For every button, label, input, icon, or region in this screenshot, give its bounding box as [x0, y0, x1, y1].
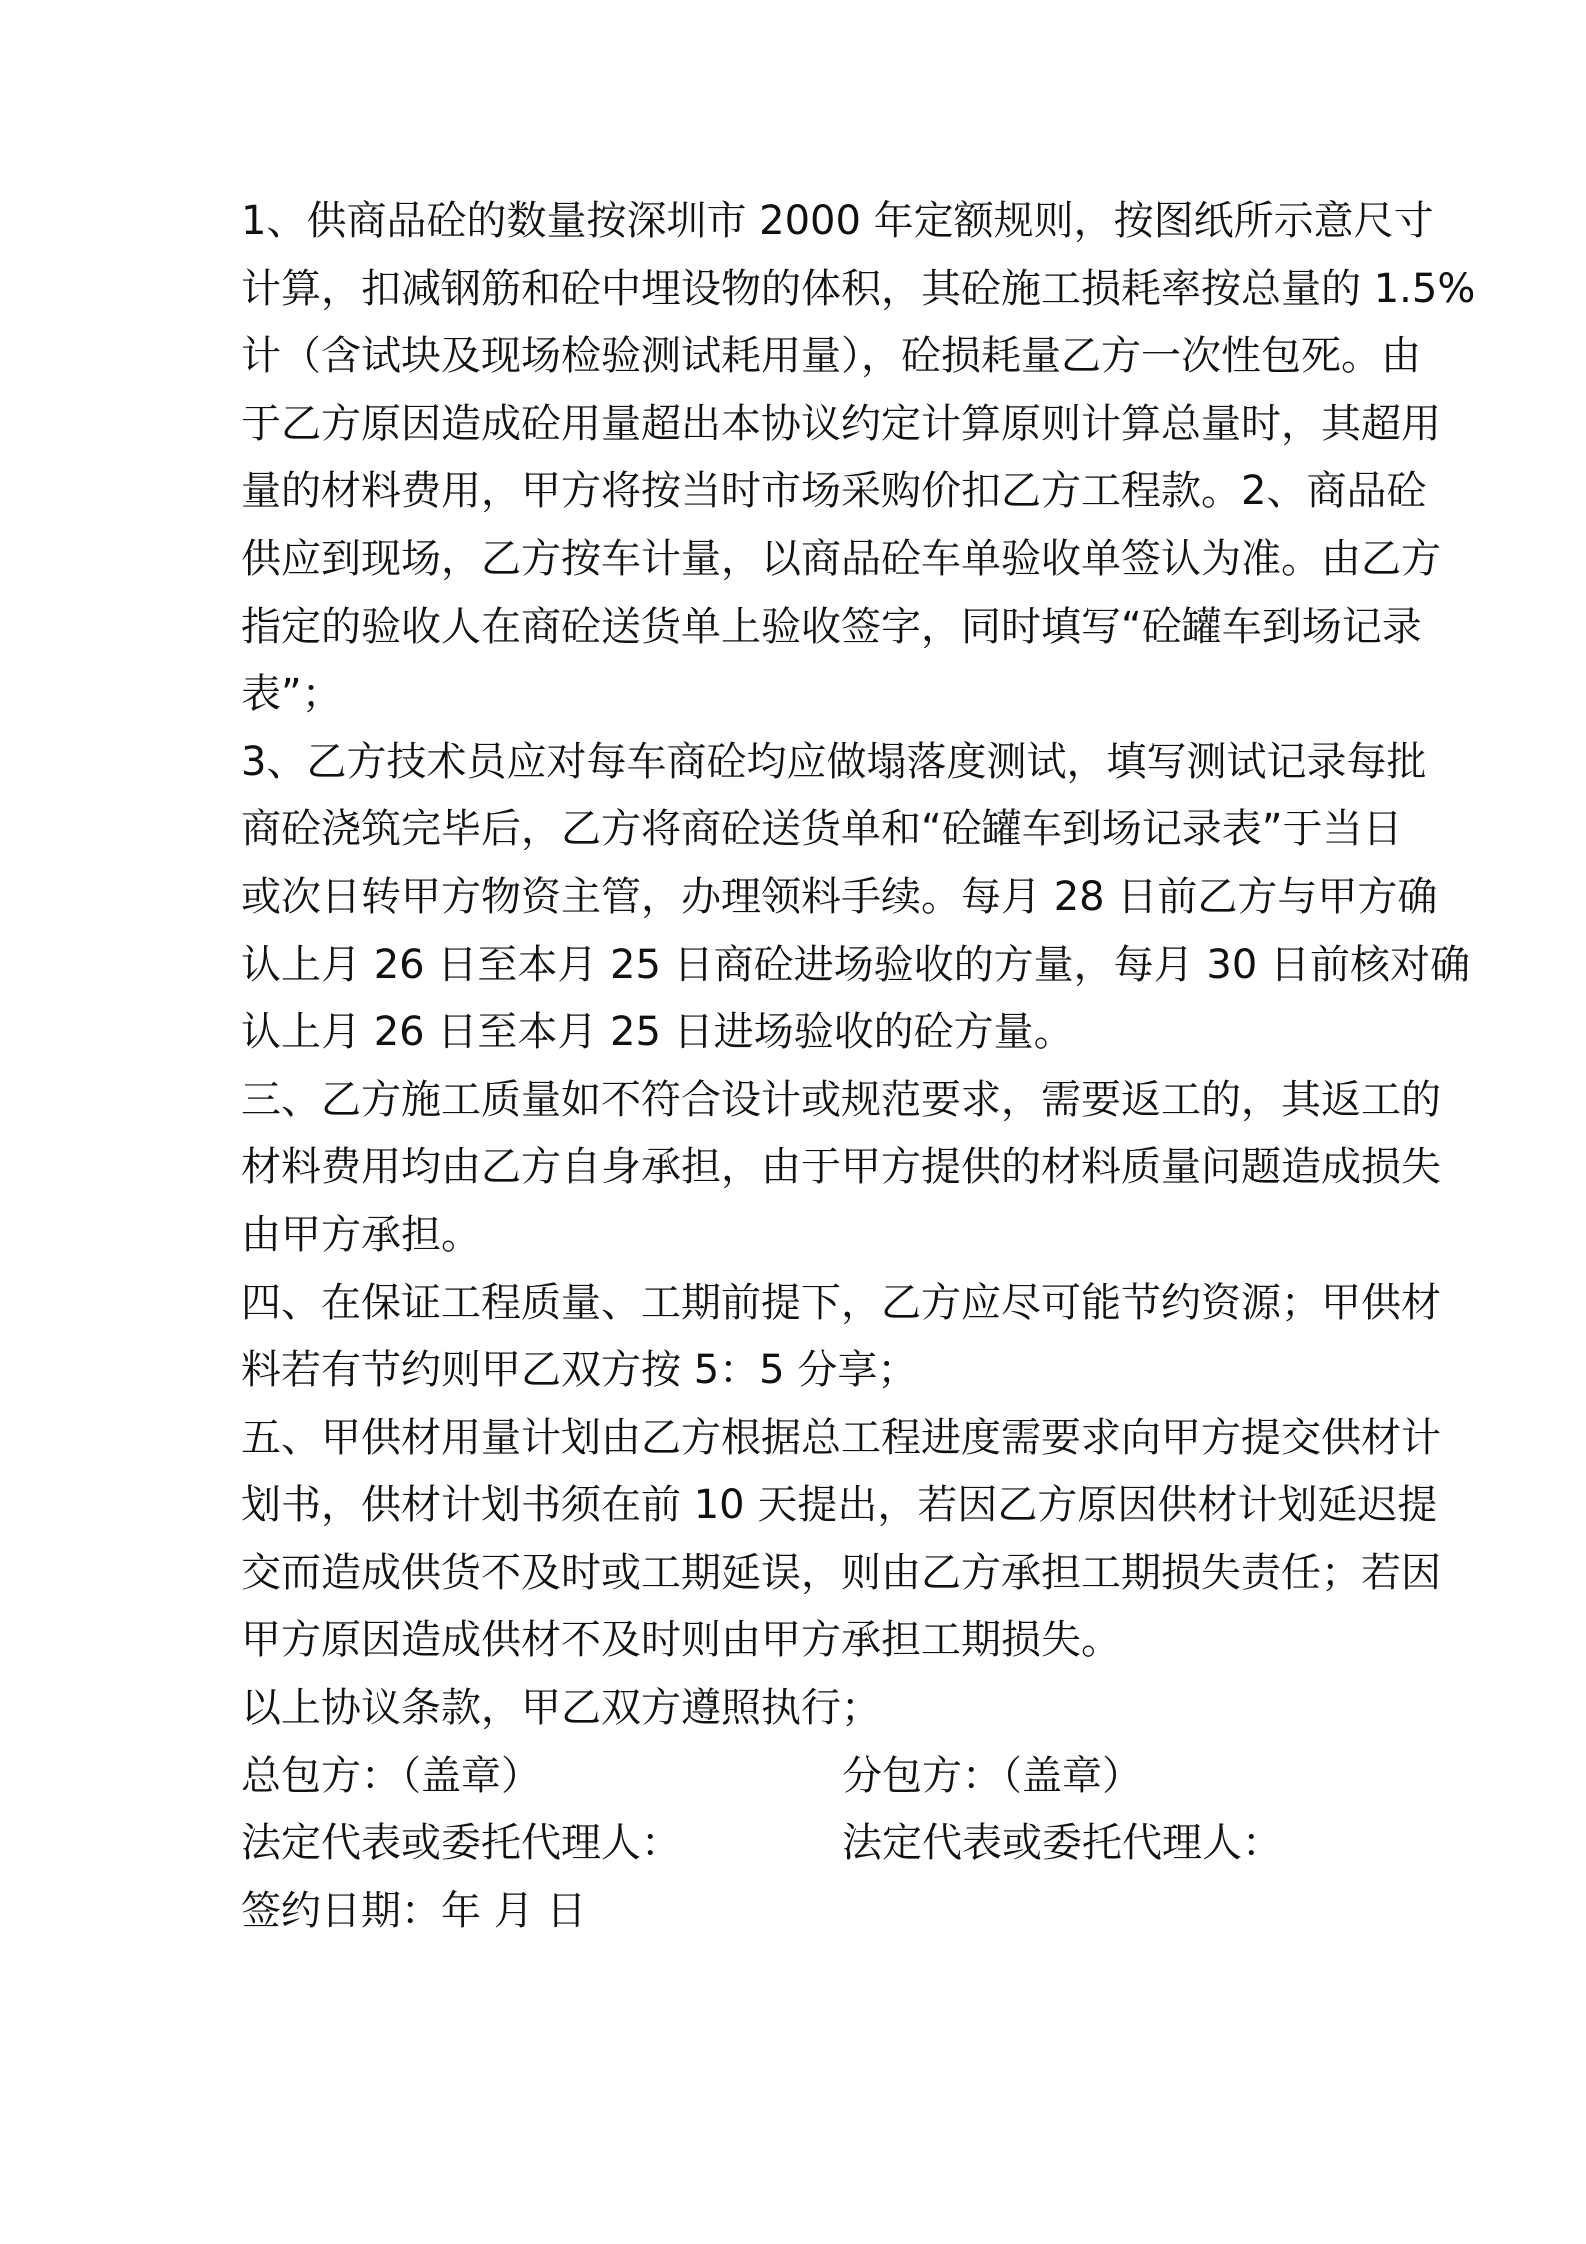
text-line: 认上月 26 日至本月 25 日商砼进场验收的方量，每月 30 日前核对确 — [241, 941, 1470, 988]
text-line: 五、甲供材用量计划由乙方根据总工程进度需要求向甲方提交供材计 — [241, 1414, 1441, 1461]
text-line: 量的材料费用，甲方将按当时市场采购价扣乙方工程款。2、商品砼 — [241, 468, 1427, 515]
text-line: 三、乙方施工质量如不符合设计或规范要求，需要返工的，其返工的 — [241, 1076, 1441, 1123]
text-line: 由甲方承担。 — [241, 1211, 481, 1258]
text-line: 计算，扣减钢筋和砼中埋设物的体积，其砼施工损耗率按总量的 1.5% — [241, 265, 1476, 312]
document-body — [241, 188, 1476, 1945]
general-contractor-seal-label: 总包方：（盖章） — [241, 1752, 541, 1799]
text-line: 认上月 26 日至本月 25 日进场验收的砼方量。 — [241, 1009, 1074, 1056]
signature-seal-row — [241, 1743, 1351, 1811]
text-line: 商砼浇筑完毕后，乙方将商砼送货单和“砼罐车到场记录表”于当日 — [241, 806, 1403, 853]
general-contractor-representative-label: 法定代表或委托代理人： — [241, 1820, 681, 1867]
text-line: 以上协议条款，甲乙双方遵照执行； — [241, 1685, 881, 1732]
text-line: 3、乙方技术员应对每车商砼均应做塌落度测试，填写测试记录每批 — [241, 738, 1427, 785]
text-line: 于乙方原因造成砼用量超出本协议约定计算原则计算总量时，其超用 — [241, 400, 1441, 447]
text-line: 四、在保证工程质量、工期前提下，乙方应尽可能节约资源；甲供材 — [241, 1279, 1441, 1326]
text-line: 划书，供材计划书须在前 10 天提出，若因乙方原因供材计划延迟提 — [241, 1482, 1438, 1529]
text-line: 计（含试块及现场检验测试耗用量），砼损耗量乙方一次性包死。由 — [241, 333, 1421, 380]
subcontractor-representative-label: 法定代表或委托代理人： — [842, 1820, 1282, 1867]
signature-representative-row — [241, 1810, 1351, 1878]
text-line: 材料费用均由乙方自身承担，由于甲方提供的材料质量问题造成损失 — [241, 1144, 1441, 1191]
subcontractor-seal-label: 分包方：（盖章） — [842, 1752, 1142, 1799]
text-line: 甲方原因造成供材不及时则由甲方承担工期损失。 — [241, 1617, 1121, 1664]
text-line: 表”； — [241, 671, 342, 718]
sign-date-label: 签约日期：年 月 日 — [241, 1887, 587, 1934]
text-line: 交而造成供货不及时或工期延误，则由乙方承担工期损失责任；若因 — [241, 1549, 1441, 1596]
text-line: 1、供商品砼的数量按深圳市 2000 年定额规则，按图纸所示意尺寸 — [241, 198, 1434, 244]
text-line: 指定的验收人在商砼送货单上验收签字，同时填写“砼罐车到场记录 — [241, 603, 1422, 650]
text-line: 或次日转甲方物资主管，办理领料手续。每月 28 日前乙方与甲方确 — [241, 873, 1438, 920]
text-line: 供应到现场，乙方按车计量，以商品砼车单验收单签认为准。由乙方 — [241, 535, 1441, 582]
text-line: 料若有节约则甲乙双方按 5：5 分享； — [241, 1347, 918, 1394]
